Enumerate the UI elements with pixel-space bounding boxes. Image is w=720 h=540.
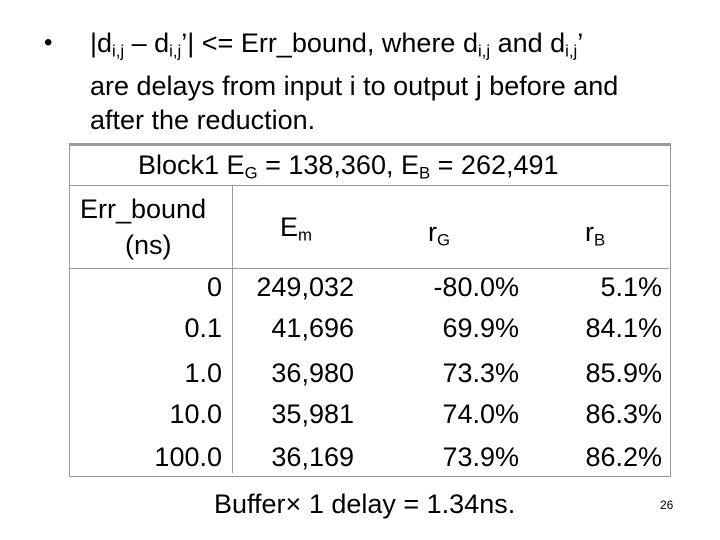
bullet-text [90,26,700,137]
header-rb [585,215,605,258]
header-rg [428,215,450,258]
title-text: Block1 E [138,150,245,180]
header-em-main: E [280,212,299,242]
subscript: B [418,163,431,183]
cell-rg: 73.3% [442,358,519,388]
cell-em: 35,981 [271,399,354,429]
column-divider [232,185,233,473]
header-rb-main: r [585,217,594,247]
cell-err-bound: 1.0 [184,358,222,388]
cell-em: 41,696 [271,313,354,343]
subscript: G [244,163,258,183]
title-text: = 262,491 [430,150,559,180]
title-text: = 138,360, E [257,150,419,180]
buffer-delay-note: Buffer× 1 delay = 1.34ns. [214,489,516,519]
header-err-bound: Err_bound [80,194,207,224]
bullet-line1-text: – d [124,28,170,58]
subscript: B [594,230,606,250]
cell-err-bound: 0.1 [184,313,222,343]
subscript: i,j [112,41,125,61]
cell-rb: 86.2% [585,442,662,472]
cell-rg: 73.9% [442,442,519,472]
bullet-line-1 [90,26,700,69]
cell-rg: 69.9% [442,313,519,343]
cell-rb: 86.3% [585,399,662,429]
cell-em: 36,169 [271,442,354,472]
header-divider [69,268,669,269]
subscript: i,j [169,41,182,61]
cell-em: 36,980 [271,358,354,388]
subscript: G [437,230,451,250]
bullet-line-3: after the reduction. [90,104,316,135]
cell-err-bound: 0 [206,272,222,302]
header-err-bound-unit: (ns) [125,230,172,260]
cell-rb: 85.9% [585,358,662,388]
cell-rg: -80.0% [433,272,519,302]
page-number: 26 [660,498,674,512]
header-em [280,210,312,253]
cell-em: 249,032 [256,272,354,302]
header-rg-main: r [428,217,437,247]
cell-rg: 74.0% [442,399,519,429]
bullet-line1-text: and d [490,28,566,58]
subscript: i,j [477,41,491,61]
bullet-line1-text: |d [90,28,113,58]
subscript: i,j [565,41,578,61]
subscript: m [298,225,312,245]
bullet-line1-text: ’ [577,28,584,58]
table-title [138,148,559,191]
bullet-line-2: are delays from input i to output j before and [90,70,619,101]
bullet-symbol: • [44,29,53,56]
bullet-line1-text: ’| <= Err_bound, where d [181,28,478,58]
cell-rb: 84.1% [585,313,662,343]
cell-err-bound: 10.0 [169,399,222,429]
cell-rb: 5.1% [600,272,662,302]
cell-err-bound: 100.0 [154,442,222,472]
